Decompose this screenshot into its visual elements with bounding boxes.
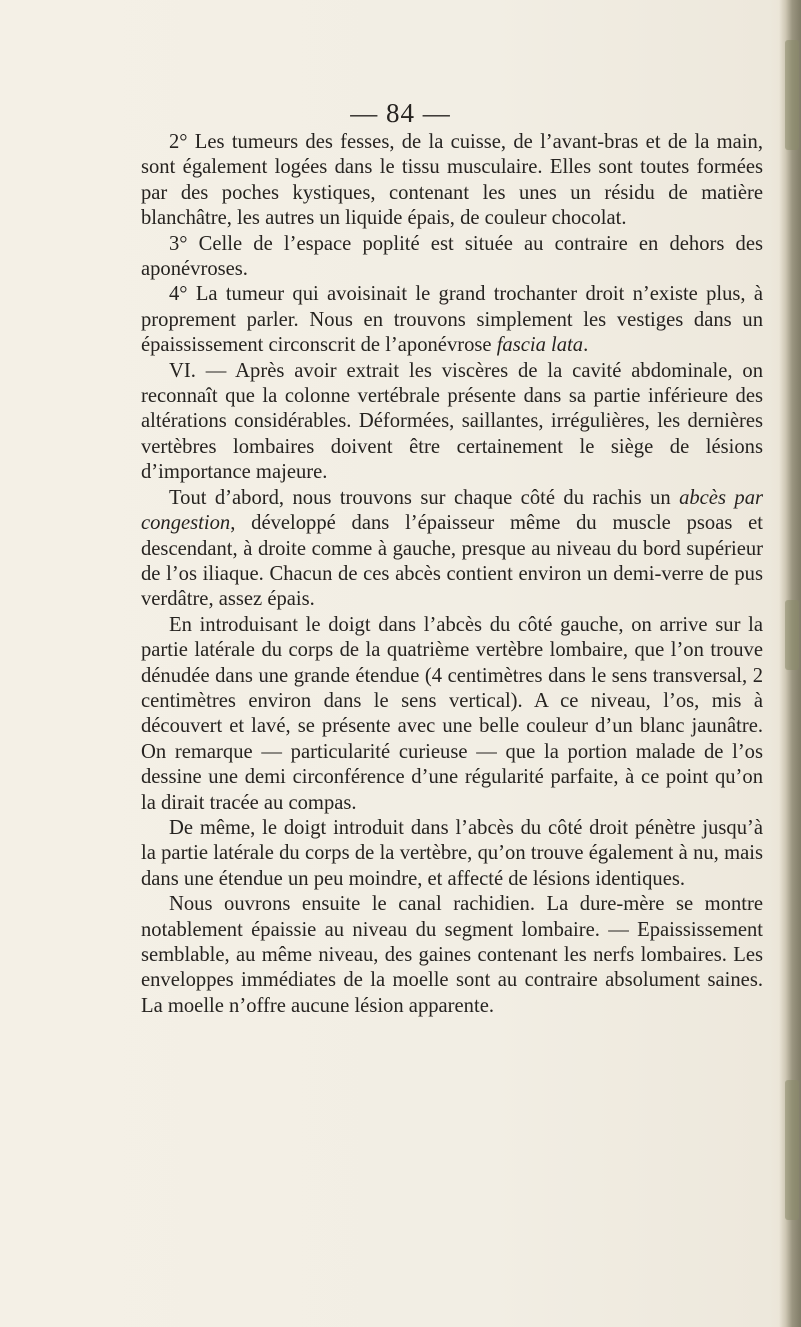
edge-stain bbox=[785, 40, 799, 150]
paragraph-text: , développé dans l’épaisseur même du muscle psoas et descendant, à droite comme à gauche, presque au niveau du bord supérieur de l’os iliaque. Chacun de ces abcès contient environ un demi-verre de pus verdâtre, assez épais. bbox=[141, 512, 763, 611]
paragraph: En introduisant le doigt dans l’abcès du côté gauche, on arrive sur la partie latérale du corps de la quatrième vertèbre lombaire, que l’on trouve dénudée dans une grande étendue (4 centimètres dans le sens transversal, 2 centimètres environ dans le sens vertical). A ce niveau, l’os, mis à découvert et lavé, se présente avec une belle couleur d’un blanc jaunâtre. On remarque — particularité curieuse — que la portion malade de l’os dessine une demi circonférence d’une régularité parfaite, à ce point qu’on la dirait tracée au compas. bbox=[141, 613, 763, 814]
paragraph: Nous ouvrons ensuite le canal rachidien. La dure-mère se montre notablement épaissie au niveau du segment lombaire. — Epaississement semblable, au même niveau, des gaines contenant les nerfs lombaires. Les enveloppes immédiates de la moelle sont au contraire absolument saines. La moelle n’offre aucune lésion apparente. bbox=[141, 893, 763, 1017]
paragraph-text: 4° La tumeur qui avoisinait le grand trochanter droit n’existe plus, à proprement parler. Nous en trouvons simplement les vestiges dans un épaississement circonscrit de l’aponévrose bbox=[141, 283, 763, 357]
paragraph: 3° Celle de l’espace poplité est située au contraire en dehors des aponévroses. bbox=[141, 232, 763, 281]
paragraph: 2° Les tumeurs des fesses, de la cuisse, de l’avant-bras et de la main, sont également logées dans le tissu musculaire. Elles sont toutes formées par des poches kystiques, contenant les unes un résidu de matière blanchâtre, les autres un liquide épais, de couleur chocolat. bbox=[141, 131, 763, 230]
paragraph bbox=[141, 486, 763, 613]
paragraph: De même, le doigt introduit dans l’abcès du côté droit pénètre jusqu’à la partie latérale du corps de la vertèbre, qu’on trouve également à nu, mais dans une étendue un peu moindre, et affecté de lésions identiques. bbox=[141, 816, 763, 890]
edge-stain bbox=[785, 1080, 799, 1220]
italic-term: fascia lata bbox=[496, 334, 584, 357]
body-text bbox=[141, 130, 763, 1019]
paragraph-text: Tout d’abord, nous trouvons sur chaque côté du rachis un bbox=[169, 486, 671, 509]
punctuation: . bbox=[583, 334, 589, 357]
paragraph: VI. — Après avoir extrait les viscères de la cavité abdominale, on reconnaît que la colonne vertébrale présente dans sa partie inférieure des altérations considérables. Déformées, saillantes, irrégulières, les dernières vertèbres lombaires doivent être certainement le siège de lésions d’importance majeure. bbox=[141, 359, 763, 484]
italic-term: abcès par congestion bbox=[141, 486, 764, 535]
paragraph bbox=[141, 282, 763, 358]
edge-stain bbox=[785, 600, 799, 670]
page-number: — 84 — bbox=[350, 98, 451, 128]
